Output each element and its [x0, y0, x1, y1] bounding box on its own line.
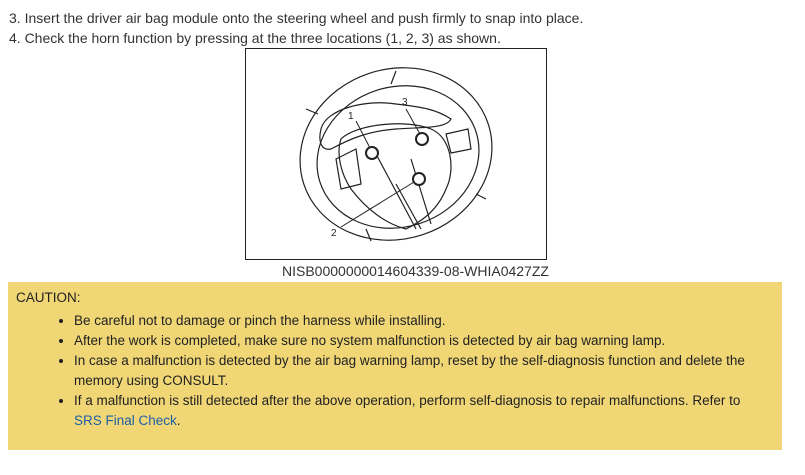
srs-final-check-link[interactable]: SRS Final Check: [74, 413, 177, 428]
step-4-text: 4. Check the horn function by pressing at the three locations (1, 2, 3) as shown.: [9, 30, 501, 46]
caution-item: • Be careful not to damage or pinch the harness while installing.: [74, 311, 774, 331]
caution-item: • In case a malfunction is detected by the air bag warning lamp, reset by the self-diagnosis function and delete the memory using CONSULT.: [74, 351, 774, 391]
caution-item: • After the work is completed, make sure no system malfunction is detected by air bag warning lamp.: [74, 331, 774, 351]
steering-wheel-illustration: [246, 49, 546, 259]
caution-item: [74, 391, 774, 431]
callout-2: 2: [331, 228, 337, 239]
step-3-text: 3. Insert the driver air bag module onto the steering wheel and push firmly to snap into place.: [9, 10, 584, 26]
caution-title: CAUTION:: [16, 290, 81, 305]
caution-box: [8, 282, 782, 450]
steering-wheel-figure: [245, 48, 547, 260]
figure-caption: NISB0000000014604339-08-WHIA0427ZZ: [282, 263, 549, 279]
callout-3: 3: [402, 97, 408, 108]
caution-list: [16, 311, 774, 431]
callout-1: 1: [348, 111, 354, 122]
caution-item-text: If a malfunction is still detected after the above operation, perform self-diagnosis to repair malfunctions. Refer to: [74, 393, 741, 408]
link-suffix: .: [176, 413, 181, 428]
